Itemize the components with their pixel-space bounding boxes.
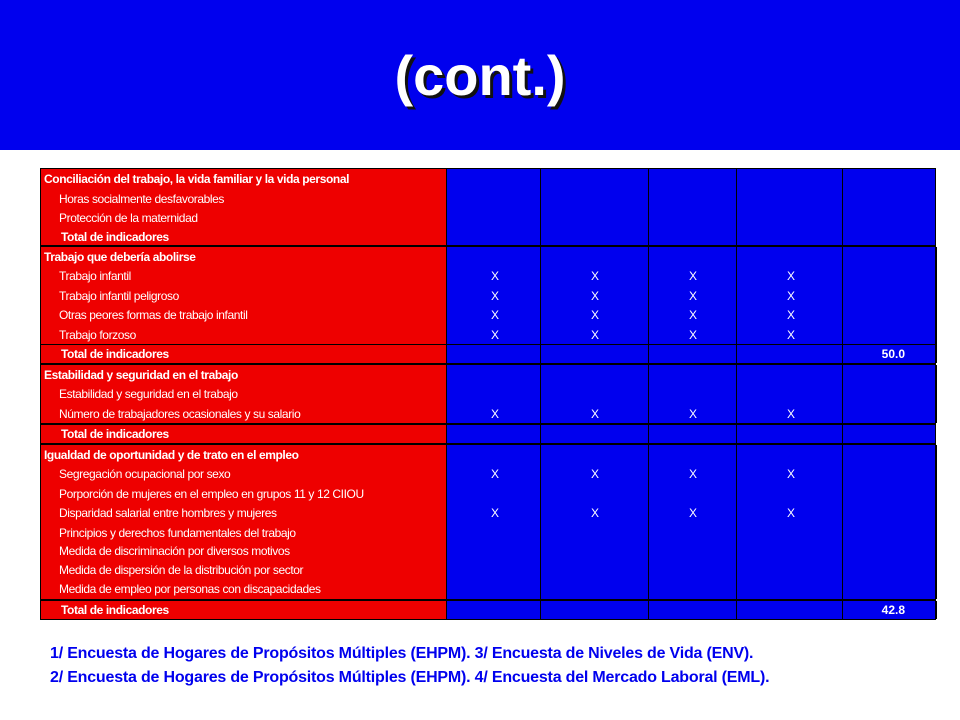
section-heading: Estabilidad y seguridad en el trabajo [44,368,238,382]
x-mark: X [688,269,697,283]
indicator-item: Medida de empleo por personas con discapacidades [59,582,321,596]
indicators-table [40,168,936,620]
total-row-trabajo [40,344,936,364]
x-mark: X [688,308,697,322]
x-mark: X [688,289,697,303]
x-mark: X [786,289,795,303]
note-3: 3/ Encuesta de Niveles de Vida (ENV). [474,645,754,662]
section-heading: Igualdad de oportunidad y de trato en el empleo [44,448,299,462]
x-mark: X [490,289,499,303]
x-mark: X [786,328,795,342]
note-2: 2/ Encuesta de Hogares de Propósitos Múltiples (EHPM). [50,669,471,686]
x-mark: X [786,407,795,421]
source-notes [50,642,950,690]
title-banner [0,0,960,150]
section-label-cell [41,365,447,423]
note-1: 1/ Encuesta de Hogares de Propósitos Múltiples (EHPM). [50,645,471,662]
total-value: 42.8 [881,603,905,617]
x-mark: X [590,289,599,303]
x-mark: X [590,407,599,421]
x-mark: X [590,467,599,481]
section-igualdad [40,444,936,600]
indicator-item: Otras peores formas de trabajo infantil [59,308,248,322]
indicator-item: Medida de discriminación por diversos motivos [59,544,290,558]
x-mark: X [786,269,795,283]
indicator-item: Trabajo infantil [59,269,131,283]
indicator-item: Porporción de mujeres en el empleo en grupos 11 y 12 CIIOU [59,487,364,501]
indicator-item: Horas socialmente desfavorables [59,192,225,206]
x-mark: X [786,506,795,520]
x-mark: X [490,269,499,283]
note-line [50,666,950,690]
x-mark: X [490,308,499,322]
section-conciliacion [40,168,936,246]
indicator-item: Número de trabajadores ocasionales y su salario [59,407,301,421]
x-mark: X [688,407,697,421]
section-label-cell [41,445,447,599]
x-mark: X [590,269,599,283]
x-mark: X [688,506,697,520]
indicator-item: Protección de la maternidad [59,211,198,225]
x-mark: X [786,308,795,322]
total-row-estabilidad [40,424,936,444]
x-mark: X [590,506,599,520]
section-label-cell [41,169,447,245]
indicator-item: Medida de dispersión de la distribución por sector [59,563,304,577]
total-label: Total de indicadores [61,427,169,441]
x-mark: X [490,467,499,481]
x-mark: X [590,328,599,342]
total-label: Total de indicadores [61,603,169,617]
page-title: (cont.) [394,44,566,107]
section-heading: Trabajo que debería abolirse [44,250,196,264]
total-label: Total de indicadores [61,347,169,361]
note-4: 4/ Encuesta del Mercado Laboral (EML). [474,669,770,686]
indicator-item: Principios y derechos fundamentales del trabajo [59,526,296,540]
indicator-item: Trabajo infantil peligroso [59,289,179,303]
indicator-item: Disparidad salarial entre hombres y mujeres [59,506,277,520]
x-mark: X [786,467,795,481]
x-mark: X [688,467,697,481]
x-mark: X [490,407,499,421]
total-label: Total de indicadores [61,230,169,244]
source-columns [447,169,935,245]
section-heading: Conciliación del trabajo, la vida familiar y la vida personal [44,172,350,186]
x-mark: X [688,328,697,342]
total-value: 50.0 [881,347,905,361]
section-estabilidad [40,364,936,424]
x-mark: X [590,308,599,322]
indicator-item: Segregación ocupacional por sexo [59,467,231,481]
indicator-item: Estabilidad y seguridad en el trabajo [59,387,238,401]
x-mark: X [490,328,499,342]
note-line [50,642,950,666]
total-row-igualdad [40,600,936,620]
x-mark: X [490,506,499,520]
source-columns [447,365,935,423]
source-columns [447,445,935,599]
indicator-item: Trabajo forzoso [59,328,136,342]
